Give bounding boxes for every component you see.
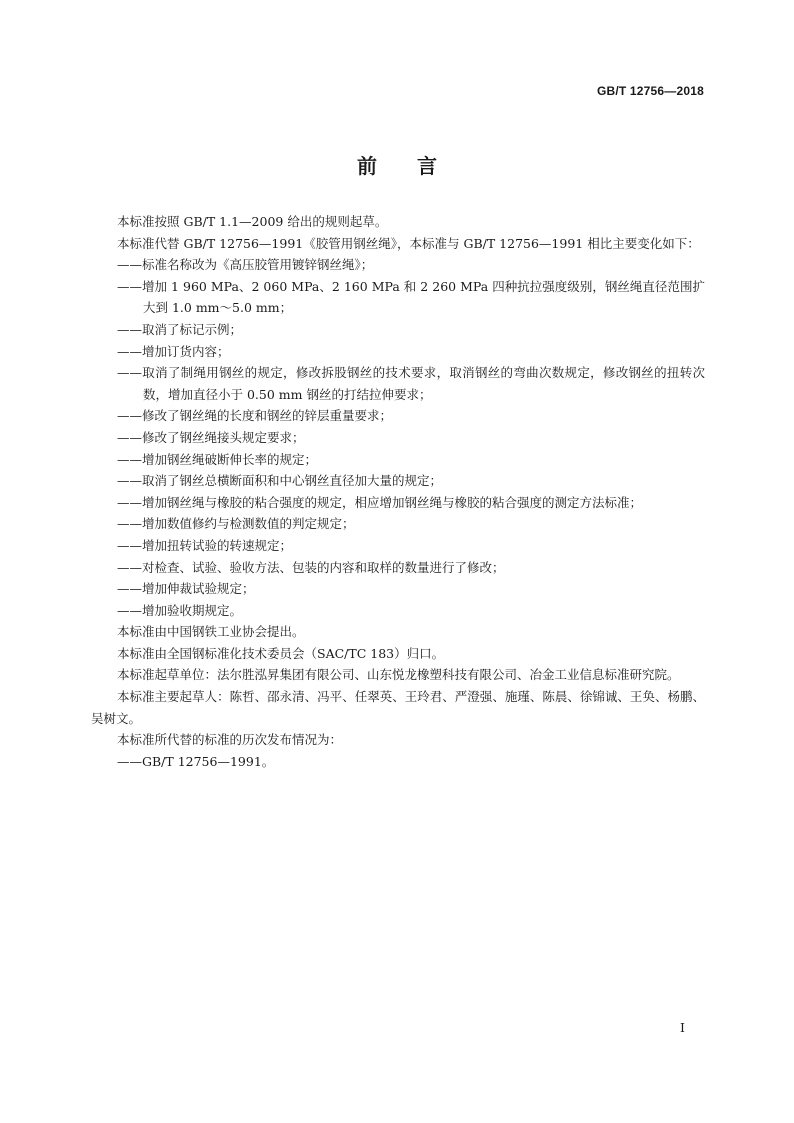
change-item: ——增加钢丝绳破断伸长率的规定； [117,451,318,467]
change-item: ——增加验收期规定。 [117,602,243,618]
history-item: ——GB/T 12756—1991。 [117,753,275,769]
paragraph-drafters: 本标准主要起草人：陈哲、邵永清、冯平、任翠英、王玲君、严澄强、施瑾、陈晨、徐锦诚、王奂、杨鹏、吴树文。 [91,689,705,726]
change-item: ——增加订货内容； [117,343,230,359]
history-list [91,751,705,773]
changes-list [91,254,705,621]
change-item: ——增加 1 960 MPa、2 060 MPa、2 160 MPa 和 2 260 MPa 四种抗拉强度级别，钢丝绳直径范围扩大到 1.0 mm～5.0 mm； [117,278,705,316]
title-char-2: 言 [417,154,437,178]
paragraph-proposed-by: 本标准由中国钢铁工业协会提出。 [117,624,305,640]
foreword-body [91,211,705,772]
change-item: ——增加钢丝绳与橡胶的粘合强度的规定，相应增加钢丝绳与橡胶的粘合强度的测定方法标准； [117,494,643,510]
title-char-1: 前 [357,154,377,178]
paragraph-drafting-rules: 本标准按照 GB/T 1.1—2009 给出的规则起草。 [117,214,388,229]
paragraph-replaces: 本标准代替 GB/T 12756—1991《胶管用钢丝绳》，本标准与 GB/T 12756—1991 相比主要变化如下： [117,235,700,251]
change-item: ——增加伸裁试验规定； [117,581,255,597]
change-item: ——取消了标记示例； [117,321,243,337]
change-item: ——修改了钢丝绳接头规定要求； [117,429,305,445]
paragraph-history-intro: 本标准所代替的标准的历次发布情况为： [117,732,343,748]
change-item: ——标准名称改为《高压胶管用镀锌钢丝绳》； [117,257,374,273]
change-item: ——取消了钢丝总横断面积和中心钢丝直径加大量的规定； [117,473,443,489]
standard-code: GB/T 12756—2018 [596,84,704,98]
change-item: ——对检查、试验、验收方法、包装的内容和取样的数量进行了修改； [117,559,505,575]
change-item: ——取消了制绳用钢丝的规定，修改拆股钢丝的技术要求，取消钢丝的弯曲次数规定，修改钢丝的扭转次数，增加直径小于 0.50 mm 钢丝的打结拉伸要求； [117,365,705,402]
change-item: ——增加扭转试验的转速规定； [117,537,293,553]
paragraph-under-jurisdiction: 本标准由全国钢标准化技术委员会（SAC/TC 183）归口。 [117,645,445,661]
paragraph-drafting-units: 本标准起草单位：法尔胜泓昇集团有限公司、山东悦龙橡塑科技有限公司、冶金工业信息标准研究院。 [117,667,680,683]
change-item: ——增加数值修约与检测数值的判定规定； [117,516,355,532]
page-title [0,150,794,179]
page-number: I [680,1020,685,1035]
change-item: ——修改了钢丝绳的长度和钢丝的锌层重量要求； [117,408,393,424]
